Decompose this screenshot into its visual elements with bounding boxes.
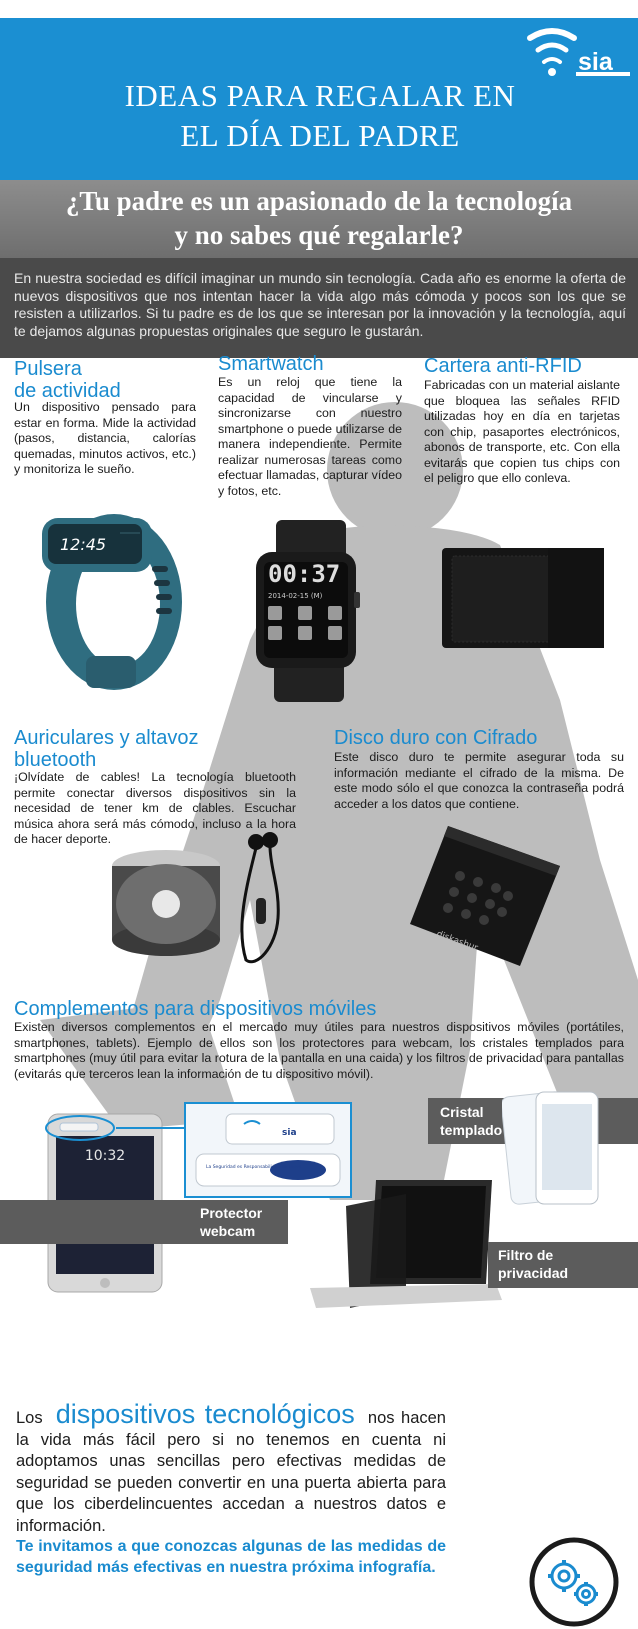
auriculares-title-line-1: Auriculares y altavoz <box>14 727 199 749</box>
question-heading <box>0 184 638 252</box>
auriculares-title <box>14 727 304 771</box>
webcam-label-line-2: webcam <box>200 1223 256 1239</box>
cartera-description: Fabricadas con un material aislante que bloquea las señales RFID utilizadas hoy en día en tarjetas con chip, pasaportes electrónicos, abonos de transporte, etc. Con ella evitarás que copien tus chips con el peligro que ello conleva. <box>424 378 620 485</box>
pulsera-title <box>14 358 204 402</box>
filtro-label-line-1: Filtro de <box>498 1247 554 1263</box>
webcam-cover-callout <box>44 1112 200 1144</box>
webcam-label <box>200 1204 290 1240</box>
intro-paragraph: En nuestra sociedad es difícil imaginar un mundo sin tecnología. Cada año es enorme la oferta de nuevos dispositivos que nos intentan hacer la vida algo más cómoda y pocos son los que se resisten a utilizarlos. Si tu padre es de los que se interesan por la innovación y la tecnología, aquí te dejamos algunas propuestas originales que seguro le gustarán. <box>14 270 626 339</box>
band-time-display: 12:45 <box>60 535 107 554</box>
smartwatch-image <box>250 520 362 702</box>
watch-time-display: 00:37 <box>268 560 341 588</box>
sia-logo-text: sia <box>578 48 613 76</box>
cristal-label-line-1: Cristal <box>440 1104 484 1120</box>
tablet-time-display: 10:32 <box>84 1148 126 1164</box>
closing-cta: Te invitamos a que conozcas algunas de las medidas de seguridad más efectivas en nuestra próxima infografía. <box>16 1538 446 1576</box>
bluetooth-speaker-image <box>106 846 226 962</box>
drive-brand-text: diskashur <box>434 929 480 954</box>
page-title-line-2: EL DÍA DEL PADRE <box>180 118 460 153</box>
pulsera-title-line-1: Pulsera <box>14 358 82 380</box>
gears-icon <box>528 1536 620 1628</box>
question-line-2: y no sabes qué regalarle? <box>174 220 464 250</box>
tempered-glass-image <box>502 1088 606 1212</box>
smartwatch-title: Smartwatch <box>218 353 324 375</box>
cartera-title: Cartera anti-RFID <box>424 355 582 377</box>
pulsera-description: Un dispositivo pensado para estar en forma. Mide la actividad (pasos, distancia, calorías quemadas, minutos activos, etc.) y monitoriza le sueño. <box>14 400 196 476</box>
filtro-label-line-2: privacidad <box>498 1265 569 1281</box>
encrypted-hard-drive-image <box>408 820 564 968</box>
question-banner <box>0 180 638 258</box>
closing-body: nos hacen la vida más fácil pero si no tenemos en cuenta ni adoptamos unas sencillas pero efectivas medidas de seguridad se pueden convertir en una puerta abierta para que los ciberdelincuentes accedan a nuestros datos e información. <box>16 1409 446 1535</box>
complementos-description: Existen diversos complementos en el mercado muy útiles para nuestros dispositivos móviles (portátiles, smartphones, tablets). Ejemplo de ellos son los protectores para webcam, los cristales templados para smartphones (muy útil para evitar la rotura de la pantalla en una caida) y los filtros de privacidad para pantallas (evitarás que terceros lean la información de tu dispositivo móvil). <box>14 1020 624 1081</box>
page-title <box>40 76 600 156</box>
intro-panel <box>0 258 638 358</box>
auriculares-title-line-2: bluetooth <box>14 749 97 771</box>
auriculares-description: ¡Olvídate de cables! La tecnología bluetooth permite conectar diversos dispositivos sin la necesidad de tener km de clables. Escuchar música ahora será más cómodo, incluso a la hora de hacer deporte. <box>14 770 296 846</box>
closing-paragraph <box>16 1399 446 1537</box>
watch-date-display: 2014-02-15 (M) <box>268 592 323 600</box>
webcam-label-line-1: Protector <box>200 1205 263 1221</box>
complementos-title: Complementos para dispositivos móviles <box>14 998 377 1020</box>
activity-band-image <box>34 506 188 692</box>
question-line-1: ¿Tu padre es un apasionado de la tecnología <box>65 186 573 216</box>
disco-title: Disco duro con Cifrado <box>334 727 538 749</box>
webcam-cover-tag: La Seguridad es Responsabilidad de todos <box>206 1165 302 1170</box>
cristal-label-line-2: templado <box>440 1122 503 1138</box>
laptop-privacy-filter-image <box>306 1176 502 1312</box>
webcam-cover-logo: sia <box>282 1128 297 1138</box>
page-title-line-1: IDEAS PARA REGALAR EN <box>124 78 516 113</box>
bluetooth-earphones-image <box>226 828 298 972</box>
closing-pre: Los <box>16 1409 43 1427</box>
rfid-wallet-image <box>438 540 610 654</box>
filtro-label <box>498 1246 598 1282</box>
smartwatch-description: Es un reloj que tiene la capacidad de vincularse y sincronizarse con nuestro smartphone o puede utilizarse de manera independiente. Permite realizar numerosas tareas como efectuar llamadas, capturar vídeo y fotos, etc. <box>218 375 402 498</box>
pulsera-title-line-2: de actividad <box>14 380 121 402</box>
disco-description: Este disco duro te permite asegurar toda su información mediante el cifrado de la misma. De este modo sólo el que conozca la contraseña podrá acceder a los datos que contiene. <box>334 750 624 811</box>
closing-highlight: dispositivos tecnológicos <box>55 1399 355 1429</box>
